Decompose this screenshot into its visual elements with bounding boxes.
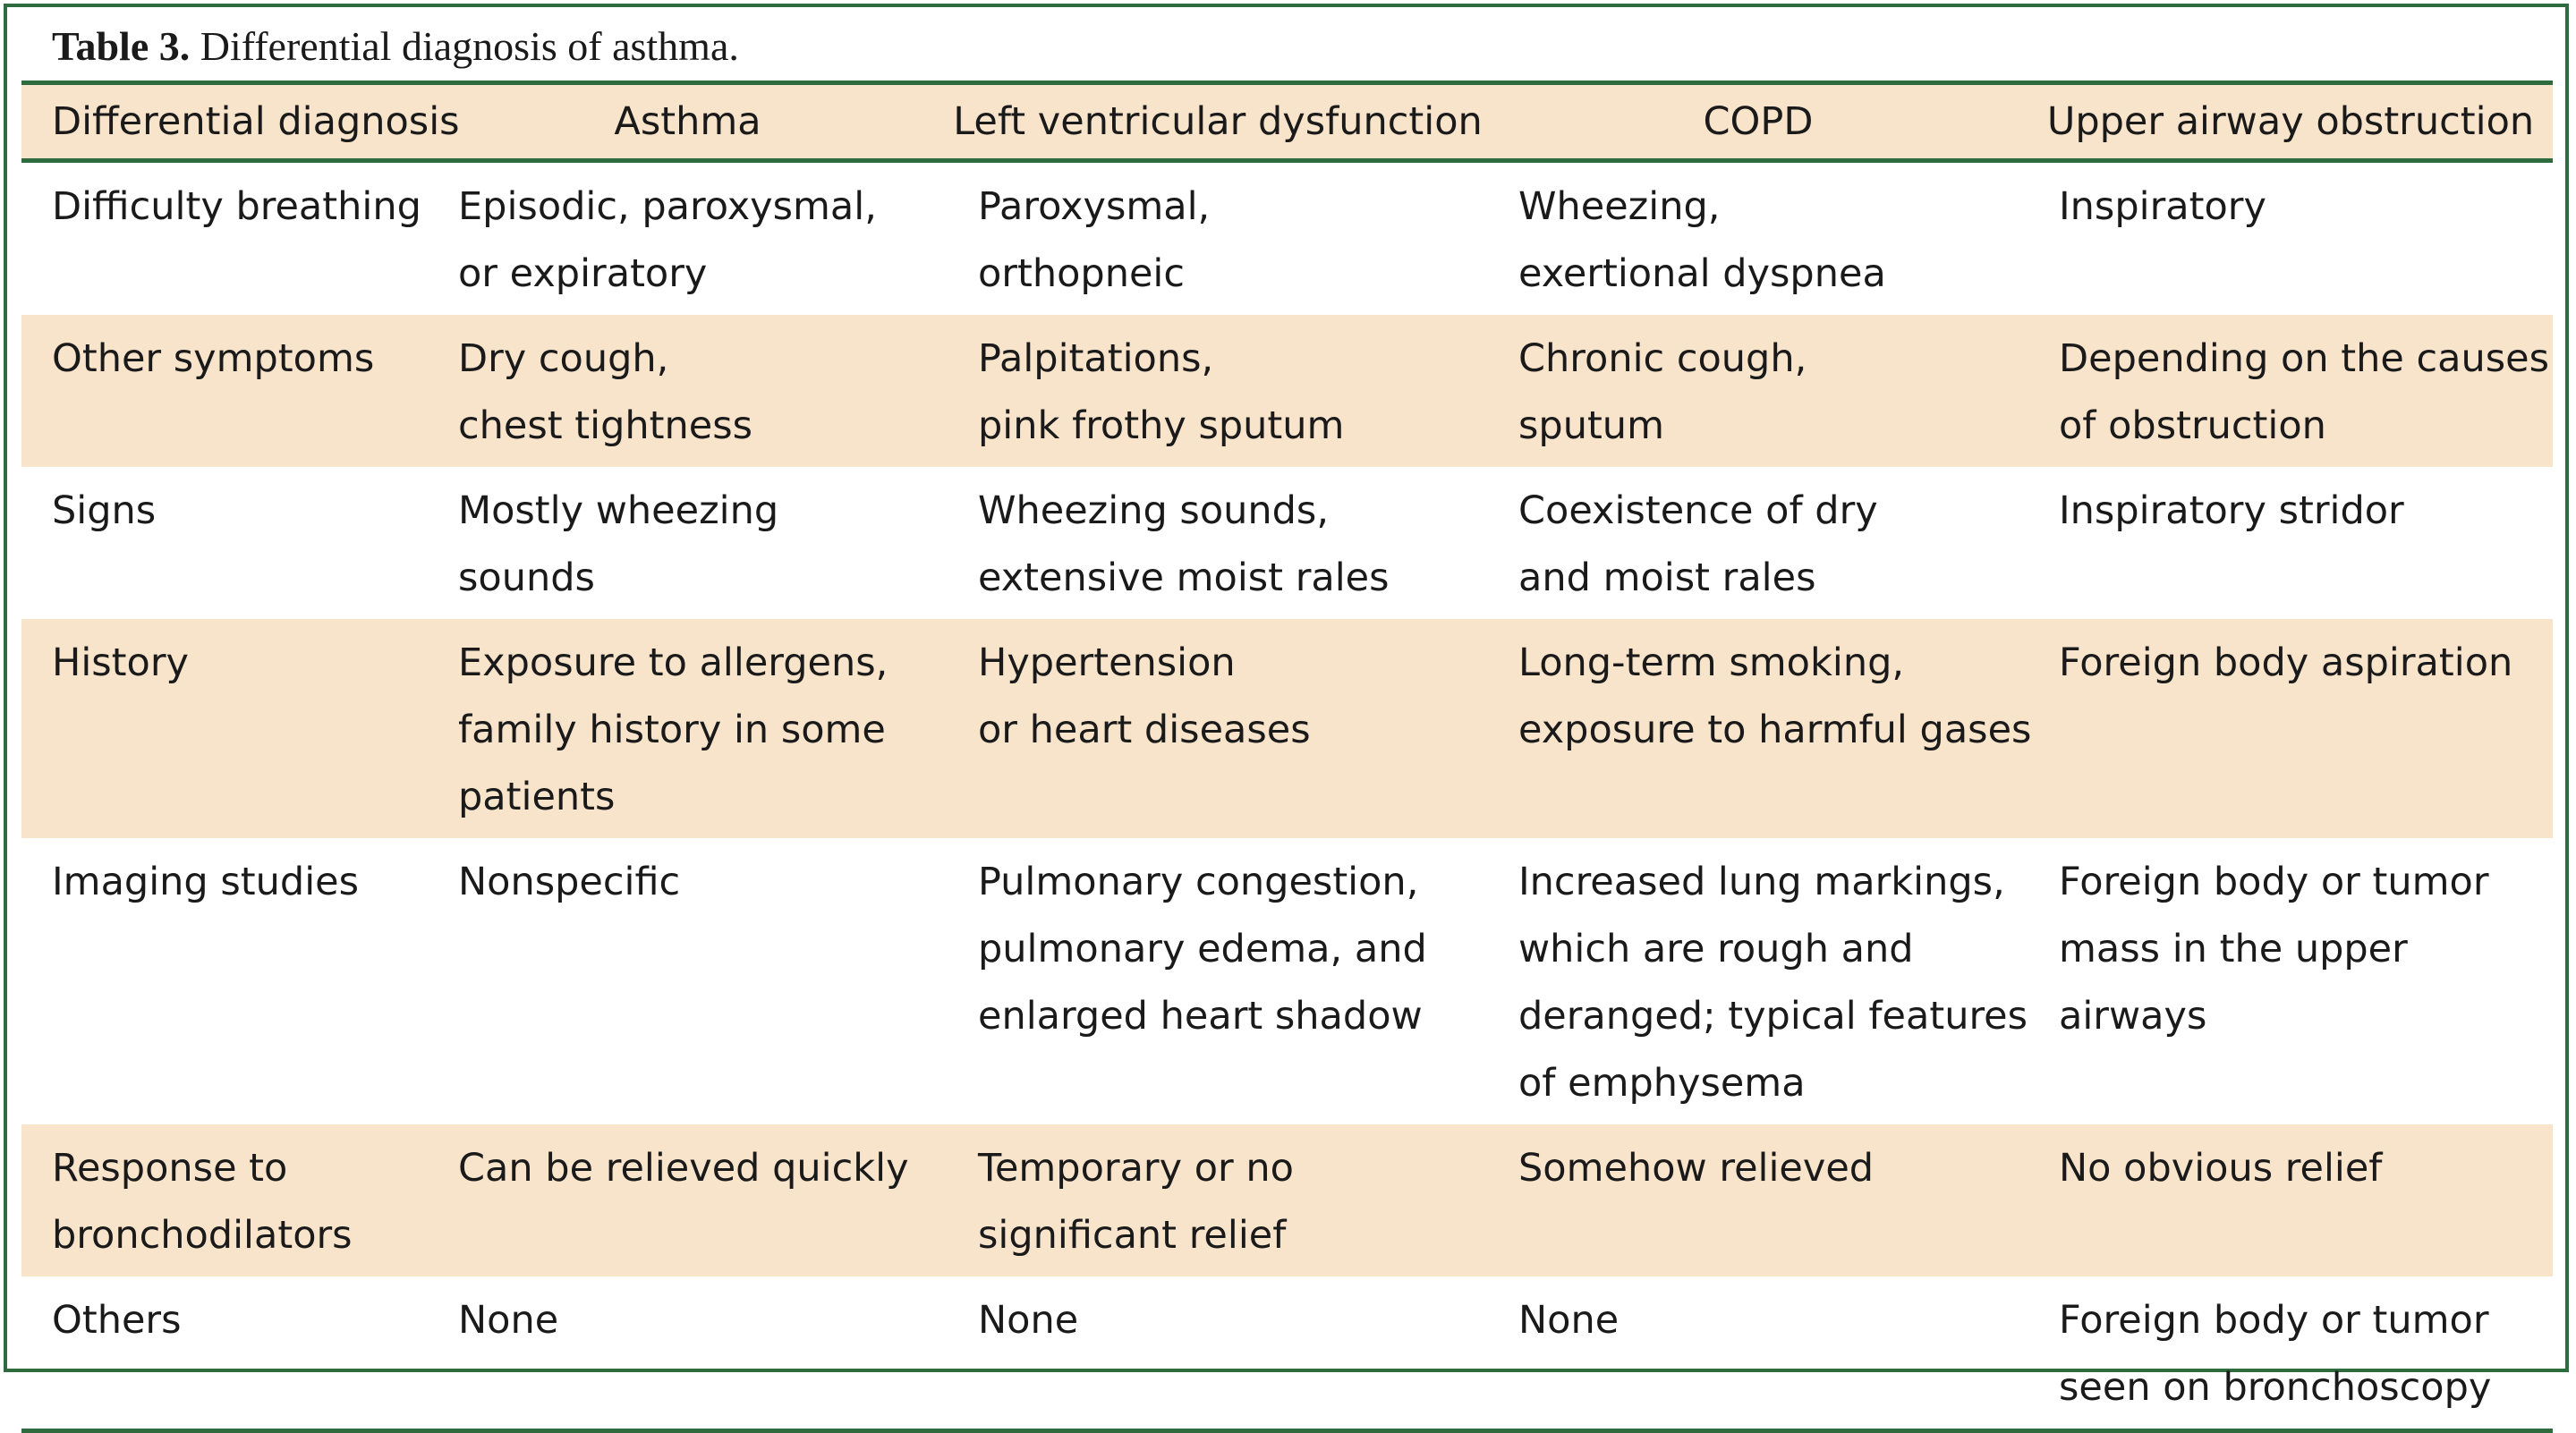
caption-label: Table 3.: [52, 23, 191, 69]
table-header: [21, 83, 2553, 161]
header-cell: Upper airway obstruction: [2046, 99, 2535, 144]
row-label-cell: [21, 838, 428, 1124]
cell-line: exertional dyspnea: [1518, 251, 1886, 296]
cell-line: mass in the upper: [2059, 927, 2408, 971]
row-label-line: Others: [52, 1298, 182, 1343]
table-cell: [2028, 315, 2553, 467]
table-row: [21, 467, 2553, 619]
table-cell: [948, 161, 1488, 316]
cell-line: and moist rales: [1518, 555, 1816, 600]
cell-line: pulmonary edema, and: [978, 927, 1427, 971]
cell-line: Increased lung markings,: [1518, 860, 2005, 904]
cell-line: Pulmonary congestion,: [978, 860, 1419, 904]
row-label-line: Signs: [52, 488, 157, 533]
table-cell: [428, 838, 948, 1124]
row-label-cell: [21, 619, 428, 838]
differential-diagnosis-table: [21, 81, 2553, 1433]
cell-line: Episodic, paroxysmal,: [458, 184, 877, 229]
table-caption: [52, 16, 739, 77]
cell-line: None: [978, 1298, 1079, 1343]
table-row: [21, 161, 2553, 316]
cell-line: Inspiratory stridor: [2059, 488, 2404, 533]
header-cell: Asthma: [614, 99, 761, 144]
cell-line: exposure to harmful gases: [1518, 708, 2032, 752]
cell-line: enlarged heart shadow: [978, 994, 1423, 1039]
table-cell: [428, 619, 948, 838]
table-cell: [428, 161, 948, 316]
cell-line: seen on bronchoscopy: [2059, 1365, 2492, 1410]
cell-line: None: [458, 1298, 559, 1343]
cell-line: Foreign body or tumor: [2059, 860, 2489, 904]
row-label-line: Imaging studies: [52, 860, 359, 904]
table-cell: [1488, 1276, 2028, 1431]
header-cell: Differential diagnosis: [52, 99, 460, 144]
row-label-cell: [21, 315, 428, 467]
table-cell: [2028, 161, 2553, 316]
cell-line: patients: [458, 775, 616, 819]
cell-line: Temporary or no: [978, 1146, 1294, 1191]
row-label-line: Response to: [52, 1146, 288, 1191]
table-body: [21, 161, 2553, 1431]
table-cell: [1488, 315, 2028, 467]
table-cell: [2028, 838, 2553, 1124]
table-cell: [2028, 1124, 2553, 1276]
table-cell: [948, 315, 1488, 467]
cell-line: Paroxysmal,: [978, 184, 1211, 229]
table-row: [21, 838, 2553, 1124]
cell-line: airways: [2059, 994, 2207, 1039]
table-cell: [428, 1276, 948, 1431]
cell-line: Long-term smoking,: [1518, 640, 1905, 685]
cell-line: Nonspecific: [458, 860, 681, 904]
table-cell: [1488, 1124, 2028, 1276]
cell-line: orthopneic: [978, 251, 1185, 296]
table-row: [21, 1276, 2553, 1431]
table-cell: [948, 1276, 1488, 1431]
cell-line: extensive moist rales: [978, 555, 1390, 600]
table-row: [21, 619, 2553, 838]
table-cell: [428, 467, 948, 619]
cell-line: family history in some: [458, 708, 886, 752]
cell-line: of obstruction: [2059, 403, 2326, 448]
table-cell: [1488, 161, 2028, 316]
cell-line: Palpitations,: [978, 336, 1214, 381]
row-label-cell: [21, 161, 428, 316]
cell-line: Somehow relieved: [1518, 1146, 1875, 1191]
table-cell: [1488, 467, 2028, 619]
cell-line: Coexistence of dry: [1518, 488, 1878, 533]
table-cell: [948, 1124, 1488, 1276]
cell-line: Wheezing sounds,: [978, 488, 1329, 533]
cell-line: Foreign body aspiration: [2059, 640, 2513, 685]
table-cell: [948, 467, 1488, 619]
row-label-line: History: [52, 640, 189, 685]
row-label-line: Difficulty breathing: [52, 184, 421, 229]
cell-line: Exposure to allergens,: [458, 640, 888, 685]
cell-line: Chronic cough,: [1518, 336, 1807, 381]
cell-line: Inspiratory: [2059, 184, 2266, 229]
cell-line: Depending on the causes: [2059, 336, 2549, 381]
cell-line: or expiratory: [458, 251, 708, 296]
table-row: [21, 1124, 2553, 1276]
header-cell: Left ventricular dysfunction: [953, 99, 1483, 144]
cell-line: sputum: [1518, 403, 1664, 448]
row-label-line: Other symptoms: [52, 336, 375, 381]
table-cell: [428, 315, 948, 467]
cell-line: pink frothy sputum: [978, 403, 1345, 448]
cell-line: Dry cough,: [458, 336, 669, 381]
table-cell: [1488, 619, 2032, 838]
cell-line: of emphysema: [1518, 1061, 1806, 1106]
row-label-cell: [21, 1124, 428, 1276]
row-label-line: bronchodilators: [52, 1213, 353, 1258]
table-container: [21, 81, 2553, 1433]
table-cell: [428, 1124, 948, 1276]
table-cell: [1488, 838, 2028, 1124]
row-label-cell: [21, 1276, 428, 1431]
table-cell: [2028, 467, 2553, 619]
table-cell: [948, 838, 1488, 1124]
cell-line: No obvious relief: [2059, 1146, 2383, 1191]
caption-text: Differential diagnosis of asthma.: [200, 23, 739, 69]
cell-line: Foreign body or tumor: [2059, 1298, 2489, 1343]
cell-line: Wheezing,: [1518, 184, 1721, 229]
table-cell: [948, 619, 1488, 838]
cell-line: sounds: [458, 555, 595, 600]
table-cell: [2028, 1276, 2553, 1431]
cell-line: deranged; typical features: [1518, 994, 2028, 1039]
row-label-cell: [21, 467, 428, 619]
cell-line: significant relief: [978, 1213, 1287, 1258]
cell-line: Mostly wheezing: [458, 488, 779, 533]
table-cell: [2028, 619, 2553, 838]
cell-line: or heart diseases: [978, 708, 1311, 752]
table-row: [21, 315, 2553, 467]
cell-line: chest tightness: [458, 403, 753, 448]
cell-line: which are rough and: [1518, 927, 1914, 971]
cell-line: Hypertension: [978, 640, 1236, 685]
header-cell: COPD: [1703, 99, 1814, 144]
header-row: [21, 83, 2553, 161]
cell-line: Can be relieved quickly: [458, 1146, 909, 1191]
cell-line: None: [1518, 1298, 1620, 1343]
